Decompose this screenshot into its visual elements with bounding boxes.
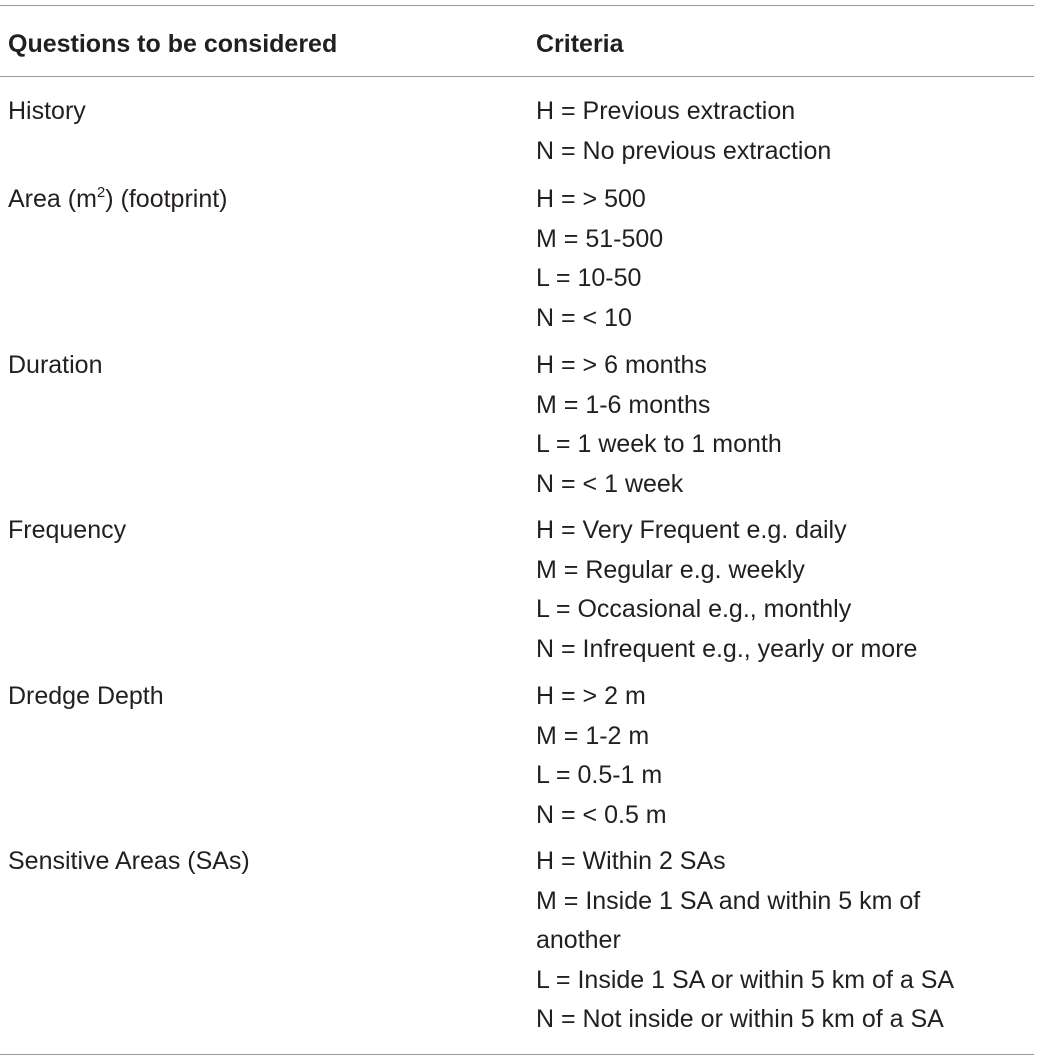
question-text: Area (m xyxy=(8,185,97,213)
criteria-line: M = Regular e.g. weekly xyxy=(536,555,805,584)
criteria-line: H = > 500 xyxy=(536,185,646,213)
criteria-line: M = 51-500 xyxy=(536,224,664,253)
question-cell: Frequency xyxy=(8,516,127,544)
header-criteria: Criteria xyxy=(536,30,624,58)
header-questions: Questions to be considered xyxy=(8,30,338,58)
criteria-line: L = Occasional e.g., monthly xyxy=(536,595,852,623)
criteria-line: M = 1-2 m xyxy=(536,721,650,750)
criteria-line: L = Inside 1 SA or within 5 km of a SA xyxy=(536,965,955,994)
criteria-line: N = Not inside or within 5 km of a SA xyxy=(536,1005,944,1033)
criteria-line: M = 1-6 months xyxy=(536,390,711,419)
criteria-line: N = < 0.5 m xyxy=(536,800,667,829)
criteria-line: L = 0.5-1 m xyxy=(536,761,663,789)
criteria-line: another xyxy=(536,926,621,954)
criteria-line: H = > 2 m xyxy=(536,682,646,710)
question-cell xyxy=(8,180,228,220)
criteria-line: N = No previous extraction xyxy=(536,136,832,165)
criteria-line: H = Very Frequent e.g. daily xyxy=(536,516,847,544)
superscript: 2 xyxy=(96,183,106,201)
criteria-line: H = Previous extraction xyxy=(536,97,796,125)
criteria-cell xyxy=(536,346,1026,504)
question-text-suffix: ) (footprint) xyxy=(105,185,228,213)
criteria-cell xyxy=(536,180,1026,338)
criteria-cell xyxy=(536,677,1026,835)
question-cell: Sensitive Areas (SAs) xyxy=(8,847,250,875)
question-cell: History xyxy=(8,97,86,125)
question-cell: Dredge Depth xyxy=(8,682,164,710)
criteria-line: L = 1 week to 1 month xyxy=(536,430,782,458)
table-bottom-rule xyxy=(0,1054,1034,1055)
criteria-line: M = Inside 1 SA and within 5 km of xyxy=(536,886,921,915)
criteria-line: H = > 6 months xyxy=(536,351,707,379)
criteria-line: N = Infrequent e.g., yearly or more xyxy=(536,634,918,663)
criteria-line: H = Within 2 SAs xyxy=(536,847,726,875)
criteria-cell xyxy=(536,92,1026,171)
criteria-line: N = < 1 week xyxy=(536,469,684,498)
criteria-line: N = < 10 xyxy=(536,303,632,332)
table-header-rule xyxy=(0,76,1034,77)
criteria-line: L = 10-50 xyxy=(536,264,642,292)
table-header-row xyxy=(0,24,1034,64)
criteria-cell xyxy=(536,842,1026,1040)
table-top-rule xyxy=(0,5,1034,6)
question-cell: Duration xyxy=(8,351,103,379)
criteria-cell xyxy=(536,511,1026,669)
